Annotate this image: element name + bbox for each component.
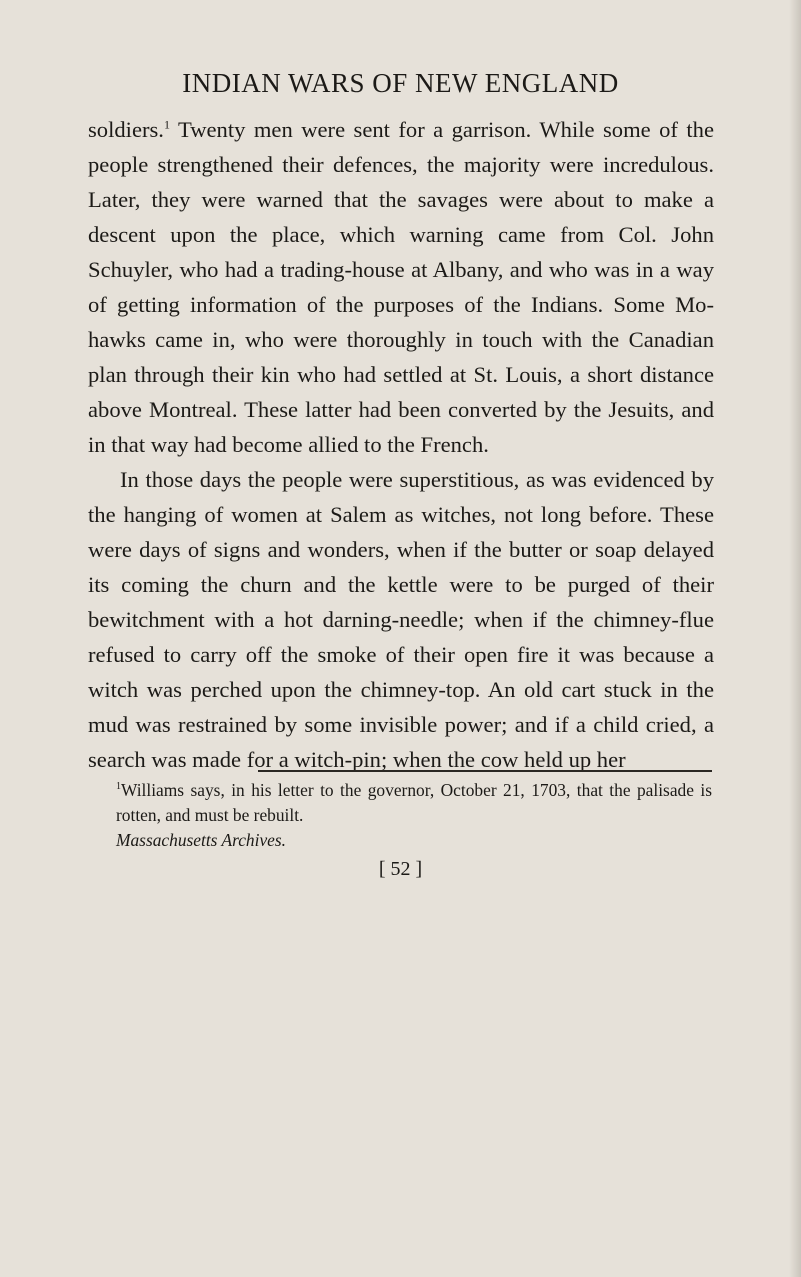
footnote-reference: 1 — [163, 117, 170, 132]
footnote-source: Massachusetts Archives. — [116, 830, 287, 850]
paragraph-2: In those days the people were superstitious, as was evidenced by the hanging of women at Salem as witches, not long before. These were days of signs and wonders, when if the butter or soap delayed its coming the churn and the kettle were to be purged of their bewitchment with a hot darning-needle; when if the chimney-flue refused to carry off the smoke of their open fire it was because a witch was perched upon the chimney-top. An old cart stuck in the mud was restrained by some invisible power; and if a child cried, a search was made for a witch-pin; when the cow held up her — [88, 467, 714, 772]
body-text — [88, 112, 714, 777]
page-edge-shadow — [789, 0, 801, 1277]
footnote-mark: 1 — [116, 781, 121, 793]
footnote-text: Williams says, in his letter to the governor, October 21, 1703, that the palisade is rotten, and must be rebuilt. — [116, 780, 712, 825]
paragraph-1-start: soldiers. — [88, 117, 164, 142]
paragraph-1 — [88, 112, 714, 462]
paragraph-1-text: Twenty men were sent for a garrison. While some of the people strengthened their defences, the majority were incredulous. Later, they were warned that the savages were about to make a descent upon the place, which warning came from Col. John Schuyler, who had a trading-house at Albany, and who was in a way of getting information of the purposes of the Indians. Some Mohawks came in, who were thoroughly in touch with the Canadian plan through their kin who had settled at St. Louis, a short distance above Montreal. These latter had been converted by the Jesuits, and in that way had become allied to the French. — [88, 117, 714, 457]
running-head: INDIAN WARS OF NEW ENGLAND — [182, 68, 619, 98]
page-number: [ 52 ] — [378, 858, 423, 880]
footnote — [116, 778, 712, 853]
footnote-rule — [258, 770, 712, 772]
